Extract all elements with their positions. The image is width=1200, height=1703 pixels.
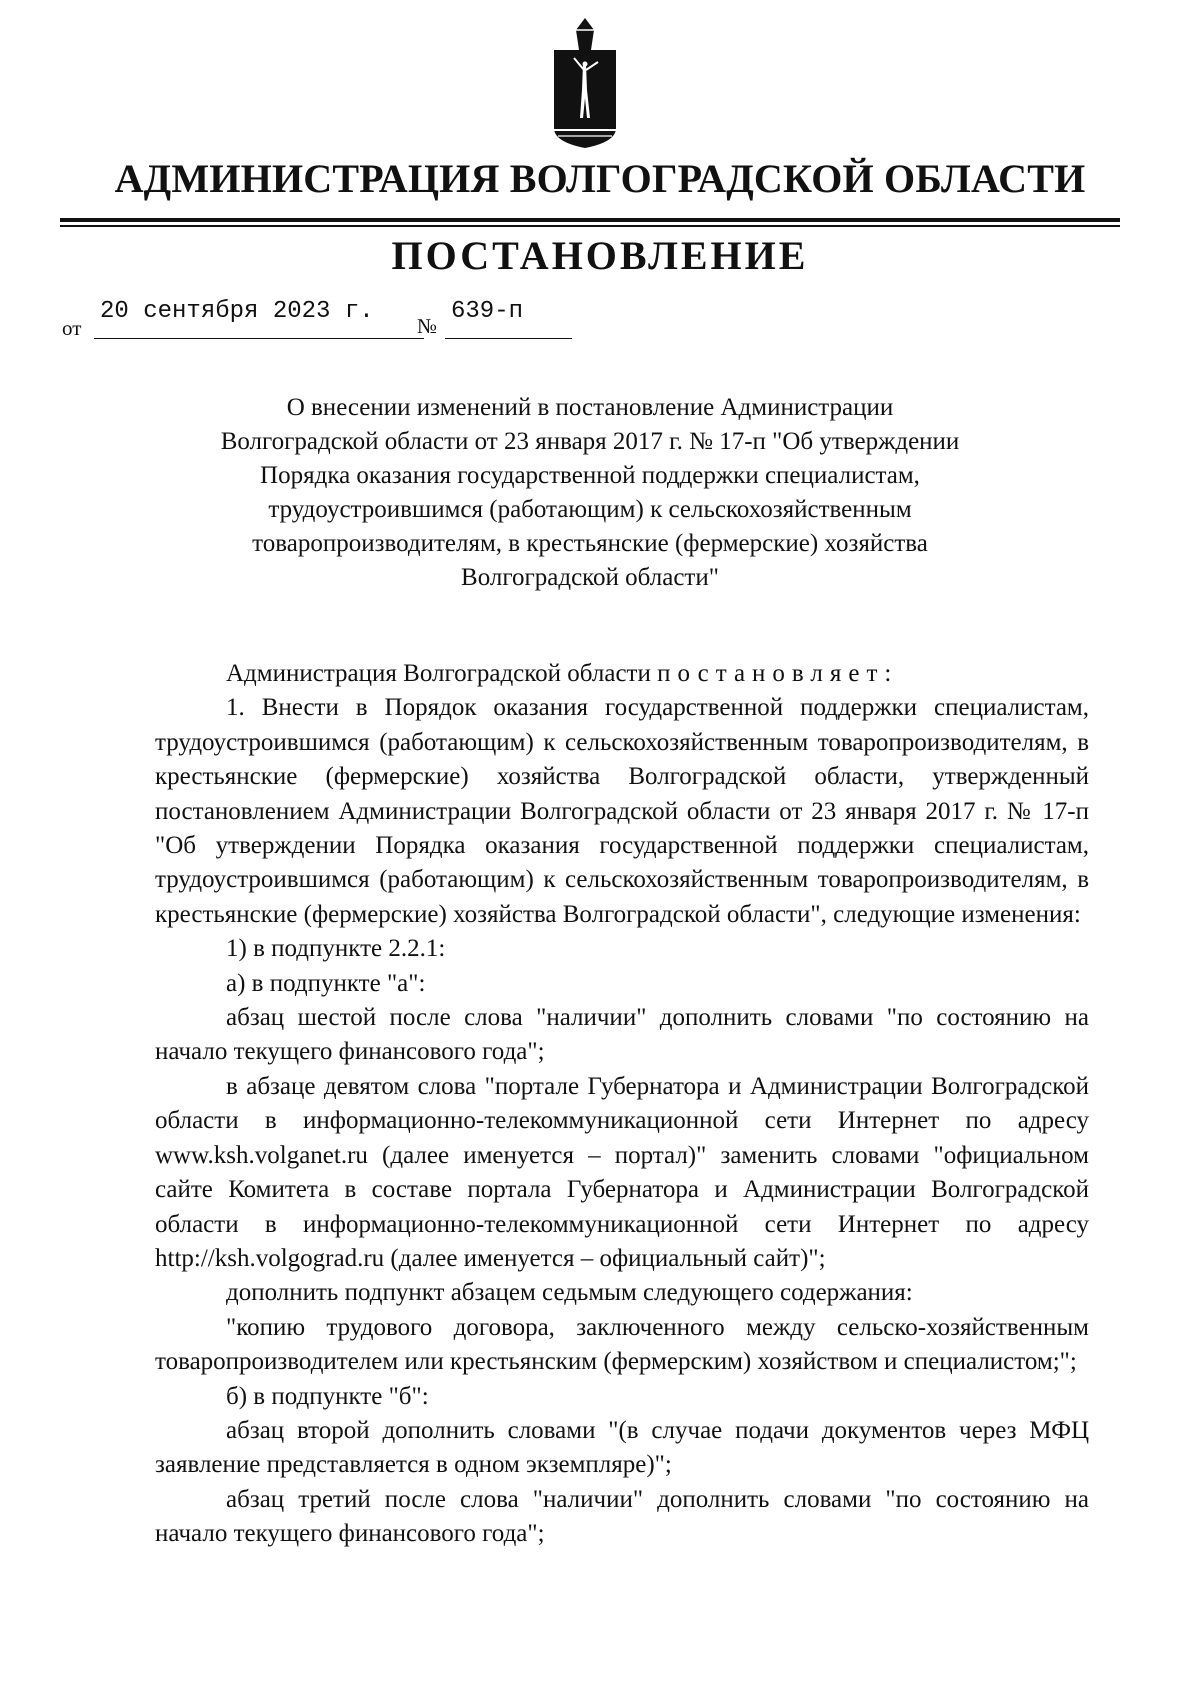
coat-of-arms-emblem [550, 18, 620, 153]
document-number-field [445, 298, 572, 339]
body-paragraph: абзац третий после слова "наличии" дополнить словами "по состоянию на начало текущего финансового года"; [155, 1485, 1089, 1548]
number-prefix: № [417, 314, 438, 338]
body-paragraph: абзац шестой после слова "наличии" дополнить словами "по состоянию на начало текущего финансового года"; [155, 1004, 1089, 1066]
body-paragraph: "копию трудового договора, заключенного между сельско-хозяйственным товаропроизводителем или крестьянским (фермерским) хозяйством и специалистом;"; [155, 1313, 1089, 1376]
document-subject [140, 391, 1040, 595]
body-paragraph: дополнить подпункт абзацем седьмым следующего содержания: [226, 1279, 913, 1307]
body-paragraph: абзац второй дополнить словами "(в случае подачи документов через МФЦ заявление представляется в одном экземпляре)"; [155, 1416, 1089, 1479]
body-paragraph: а) в подпункте "а": [226, 969, 426, 997]
subject-line: О внесении изменений в постановление Администрации [286, 394, 894, 421]
document-date-number-line [62, 298, 582, 348]
preamble-verb: постановляет: [657, 660, 899, 687]
subject-line: товаропроизводителям, в крестьянские (фермерские) хозяйства [252, 530, 928, 557]
header-divider-thin [60, 225, 1120, 227]
preamble-text: Администрация Волгоградской области [226, 660, 658, 687]
body-paragraph: 1) в подпункте 2.2.1: [226, 935, 446, 963]
document-number: 639-п [451, 298, 524, 325]
document-body [155, 657, 1089, 1552]
subject-line: Порядка оказания государственной поддержки специалистам, [260, 462, 920, 489]
organization-title: АДМИНИСТРАЦИЯ ВОЛГОГРАДСКОЙ ОБЛАСТИ [114, 156, 1086, 201]
body-paragraph: в абзаце девятом слова "портале Губернатора и Администрации Волгоградской области в информационно-телекоммуникационной сети Интернет по адресу www.ksh.volganet.ru (далее именуется – портал)" заменить словами "официальном сайте Комитета в составе портала Губернатора и Администрации Волгоградской области в информационно-телекоммуникационной сети Интернет по адресу http://ksh.volgograd.ru (далее именуется – официальный сайт)"; [155, 1072, 1089, 1272]
header-divider-thick [60, 218, 1120, 222]
subject-line: Волгоградской области от 23 января 2017 г. № 17-п "Об утверждении [220, 428, 960, 455]
body-paragraph: б) в подпункте "б": [226, 1382, 429, 1410]
body-paragraph: 1. Внести в Порядок оказания государственной поддержки специалистам, трудоустроившимся (работающим) к сельскохозяйственным товаропроизводителям, в крестьянские (фермерские) хозяйства Волгоградской области, утвержденный постановлением Администрации Волгоградской области от 23 января 2017 г. № 17-п "Об утверждении Порядка оказания государственной поддержки специалистам, трудоустроившимся (работающим) к сельскохозяйственным товаропроизводителям, в крестьянские (фермерские) хозяйства Волгоградской области", следующие изменения: [155, 694, 1089, 928]
document-date-field [94, 298, 424, 339]
subject-line: трудоустроившимся (работающим) к сельскохозяйственным [268, 496, 912, 523]
date-prefix: от [62, 316, 82, 340]
document-type-title: ПОСТАНОВЛЕНИЕ [391, 233, 809, 278]
subject-line: Волгоградской области" [461, 564, 719, 591]
preamble [155, 657, 1089, 691]
document-date: 20 сентября 2023 г. [100, 298, 374, 325]
